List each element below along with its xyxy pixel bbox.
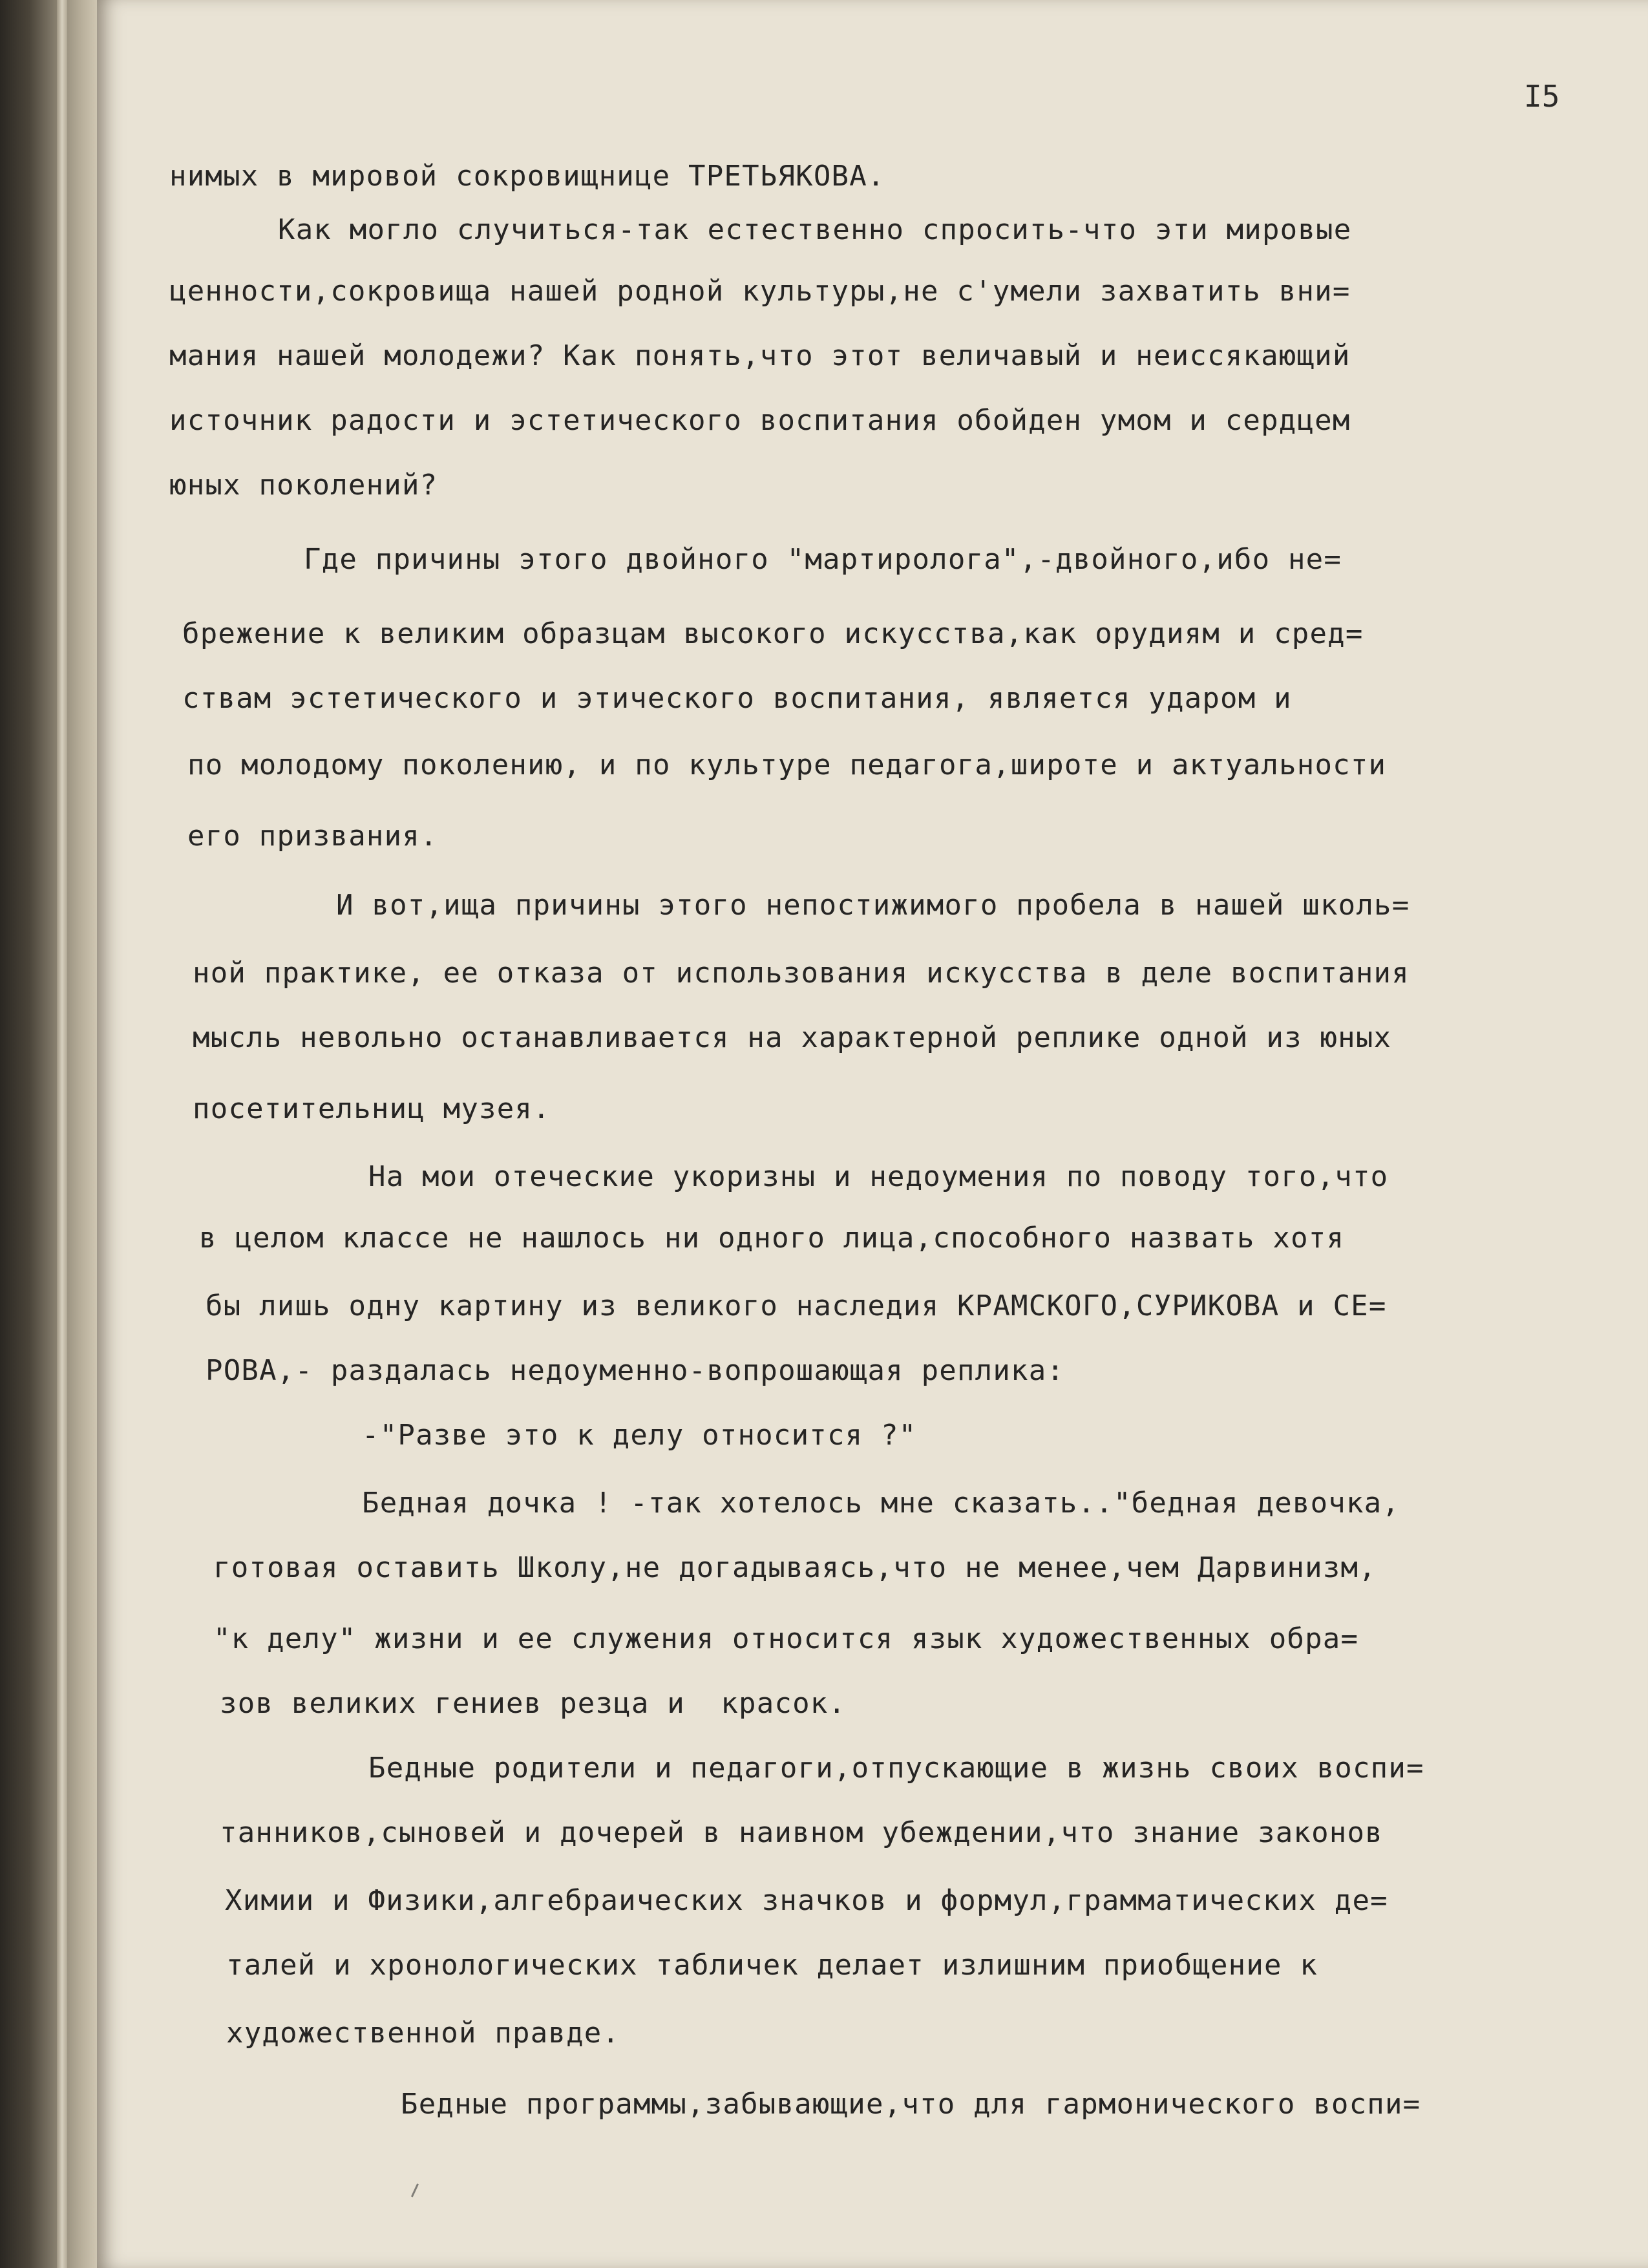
text-line: Как могло случиться-так естественно спросить-что эти мировые bbox=[278, 213, 1352, 246]
text-line: "к делу" жизни и ее служения относится язык художественных обра= bbox=[213, 1622, 1359, 1655]
text-line: Бедные родители и педагоги,отпускающие в жизнь своих воспи= bbox=[368, 1752, 1424, 1785]
text-line: мысль невольно останавливается на характерной реплике одной из юных bbox=[193, 1021, 1392, 1054]
text-line: ствам эстетического и этического воспитания, является ударом и bbox=[182, 682, 1292, 715]
text-line: На мои отеческие укоризны и недоумения по поводу того,что bbox=[368, 1160, 1389, 1193]
text-line: талей и хронологических табличек делает излишним приобщение к bbox=[226, 1949, 1318, 1982]
text-line: ценности,сокровища нашей родной культуры,не с'умели захватить вни= bbox=[169, 275, 1351, 308]
text-line: нимых в мировой сокровищнице ТРЕТЬЯКОВА. bbox=[169, 160, 885, 193]
text-line: художественной правде. bbox=[226, 2017, 620, 2050]
text-line: по молодому поколению, и по культуре педагога,широте и актуальности bbox=[187, 748, 1387, 781]
text-line: готовая оставить Школу,не догадываясь,что не менее,чем Дарвинизм, bbox=[213, 1551, 1377, 1584]
text-line: посетительниц музея. bbox=[193, 1092, 551, 1125]
text-line: танников,сыновей и дочерей в наивном убеждении,что знание законов bbox=[220, 1816, 1383, 1849]
text-line: юных поколений? bbox=[169, 469, 438, 502]
text-line: его призвания. bbox=[187, 820, 438, 853]
text-line: РОВА,- раздалась недоуменно-вопрошающая реплика: bbox=[206, 1354, 1065, 1387]
text-line: Бедная дочка ! -так хотелось мне сказать.."бедная девочка, bbox=[362, 1487, 1400, 1520]
text-line: источник радости и эстетического воспитания обойден умом и сердцем bbox=[169, 404, 1351, 437]
text-line: брежение к великим образцам высокого искусства,как орудиям и сред= bbox=[182, 617, 1364, 650]
text-line: в целом классе не нашлось ни одного лица,способного назвать хотя bbox=[199, 1222, 1345, 1255]
text-line: -"Разве это к делу относится ?" bbox=[362, 1419, 917, 1452]
text-line: ной практике, ее отказа от использования искусства в деле воспитания bbox=[193, 957, 1410, 990]
page-number: I5 bbox=[1524, 79, 1560, 114]
text-line: Бедные программы,забывающие,что для гармонического воспи= bbox=[401, 2088, 1421, 2121]
text-line: Где причины этого двойного "мартиролога",-двойного,ибо не= bbox=[304, 543, 1342, 576]
text-line: мания нашей молодежи? Как понять,что этот величавый и неиссякающий bbox=[169, 339, 1351, 372]
text-line: Химии и Физики,алгебраических значков и формул,грамматических де= bbox=[225, 1884, 1388, 1917]
text-line: бы лишь одну картину из великого наследия КРАМСКОГО,СУРИКОВА и СЕ= bbox=[206, 1289, 1387, 1322]
text-line: зов великих гениев резца и красок. bbox=[220, 1687, 847, 1720]
text-line: И вот,ища причины этого непостижимого пробела в нашей школь= bbox=[336, 889, 1410, 922]
